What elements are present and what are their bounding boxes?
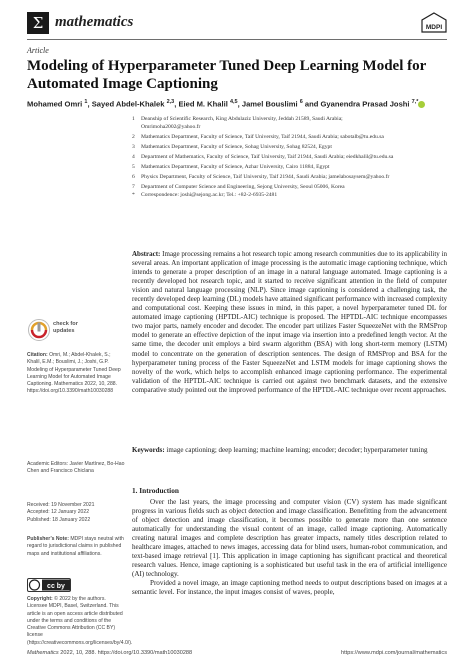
introduction-body — [132, 498, 447, 598]
editors-label: Academic Editors: — [27, 461, 69, 467]
copyright-label: Copyright: — [27, 596, 53, 602]
author-affil-sup: 7,* — [411, 99, 419, 105]
dates-block — [27, 502, 125, 524]
affiliation-email[interactable]: Omrimoha2002@yahoo.fr — [141, 123, 201, 130]
affiliation-item — [132, 134, 452, 142]
author-affil-sup: 2,3 — [166, 99, 175, 105]
accepted-label: Accepted: — [27, 509, 50, 516]
mdpi-logo-icon[interactable] — [421, 12, 447, 34]
affiliation-item — [132, 116, 452, 131]
affiliation-number: 1 — [132, 116, 135, 122]
footer-citation — [27, 650, 192, 656]
footer-ref[interactable]: 2022, 10, 288. https://doi.org/10.3390/math10030288 — [60, 650, 193, 656]
author-name[interactable]: Gyanendra Prasad Joshi — [320, 99, 410, 109]
keywords-label: Keywords: — [132, 446, 165, 454]
citation-label: Citation: — [27, 352, 48, 358]
mdpi-logo-text: MDPI — [425, 24, 443, 31]
body-paragraph: Provided a novel image, an image captioning method needs to output descriptions based on images at a semantic level. For instance, the input images consist of waves, people, — [132, 579, 447, 597]
affiliation-text: Department of Mathematics, Faculty of Science, Taif University, Taif 21944, Saudi Arabia; eiedkhalil@tu.edu.sa — [141, 153, 394, 160]
journal-logo: Σ — [27, 12, 49, 34]
publisher-note — [27, 536, 125, 558]
affiliation-number: * — [132, 191, 135, 198]
article-type: Article — [27, 46, 49, 55]
citation-text[interactable]: Omri, M.; Abdel-Khalek, S.; Khalil, E.M.; Bouslimi, J.; Joshi, G.P. Modeling of Hyperparameter Tuned Deep Learning Model for Automated Image Captioning. Mathematics 2022, 10, 288. https://doi.org/10.3390/math10030288 — [27, 352, 121, 395]
affiliation-number: 7 — [132, 184, 135, 191]
editors-text: Javier Martínez, Bo-Hao Chen and Francisco Chiclana — [27, 461, 125, 475]
correspondence — [132, 192, 452, 200]
affiliation-item — [132, 184, 452, 192]
received-value: 19 November 2021 — [51, 502, 95, 508]
cc-by-license-icon[interactable] — [27, 578, 71, 592]
check-for-updates-icon[interactable] — [27, 318, 51, 342]
published-value: 18 January 2022 — [52, 516, 91, 523]
cc-by-label: cc by — [47, 583, 65, 590]
journal-name[interactable]: mathematics — [55, 14, 134, 30]
affiliation-item — [132, 164, 452, 172]
affiliation-number: 6 — [132, 174, 135, 181]
footer-url[interactable]: https://www.mdpi.com/journal/mathematics — [340, 650, 447, 656]
accepted-value: 12 January 2022 — [51, 509, 90, 516]
keywords-text: image captioning; deep learning; machine learning; encoder; decoder; hyperparameter tuning — [166, 446, 428, 454]
affiliation-text: Physics Department, Faculty of Science, Taif University, Taif 21944, Saudi Arabia; jamelabosaysem@yahoo.fr — [141, 174, 390, 181]
footer-journal: Mathematics — [27, 650, 59, 656]
header-divider — [27, 39, 447, 40]
received-date — [27, 502, 125, 509]
publisher-note-text: MDPI stays neutral with regard to jurisdictional claims in published maps and institutional affiliations. — [27, 536, 124, 557]
publisher-note-label: Publisher’s Note: — [27, 536, 69, 542]
affiliation-text: Mathematics Department, Faculty of Science, Sohag University, Sohag 82524, Egypt — [141, 143, 332, 150]
correspondence-text[interactable]: Correspondence: joshi@sejong.ac.kr; Tel.: +82-2-6935-2481 — [141, 191, 278, 198]
author-list: Mohamed Omri $^1$, Sayed Abdel-Khalek $^{2,3}$, Eied M. Khalil $^{4,5}$, Jamel Bouslimi $^6$ and Gyanendra Prasad Joshi $^{7,*}$ — [27, 99, 457, 109]
copyright-text[interactable]: © 2022 by the authors. Licensee MDPI, Basel, Switzerland. This article is an open access article distributed under the terms and conditions of the Creative Commons Attribution (CC BY) license (https://creativecommons.org/licenses/by/4.0/). — [27, 596, 133, 646]
accepted-date — [27, 509, 125, 516]
keywords — [132, 446, 447, 454]
affiliation-item — [132, 154, 452, 162]
section-heading-introduction: 1. Introduction — [132, 486, 179, 495]
affiliation-text: Mathematics Department, Faculty of Science, Taif University, Taif 21944, Saudi Arabia; sabotalb@tu.edu.sa — [141, 133, 384, 140]
affiliation-text: Mathematics Department, Faculty of Science, Azhar University, Cairo 11884, Egypt — [141, 163, 330, 170]
body-paragraph: Over the last years, the image processing and computer vision (CV) system has made significant progress in various fields such as object detection and image classification. Benefitting from the advancement of object detection and image classification, it becomes possible to generate more than one sentence automatically for understanding the visual content of an image, called image captioning. Automatically creating natural images and complete description has greater impacts, namely titles description related to healthcare images, attached to news images, accessing data for blind users, human-robot communication, and text-based image retrieval [1]. This application in image captioning has significant practical and theoretical research values. Hence, image captioning is a sophisticated but useful task in the era of artificial intelligence (AI) technology. — [132, 498, 447, 579]
journal-header — [27, 10, 447, 36]
affiliation-number: 5 — [132, 163, 135, 170]
paper-title: Modeling of Hyperparameter Tuned Deep Learning Model for Automated Image Captioning — [27, 58, 427, 92]
author-name[interactable]: Mohamed Omri — [27, 99, 83, 109]
check-label-line-2: updates — [53, 327, 75, 334]
check-label-line-1: check for — [53, 321, 78, 327]
received-label: Received: — [27, 502, 50, 508]
author-name[interactable]: Eied M. Khalil — [178, 99, 228, 109]
abstract-label: Abstract: — [132, 250, 161, 258]
affiliation-number: 2 — [132, 133, 135, 140]
affiliations — [132, 116, 452, 199]
author-affil-sup: 1 — [84, 99, 88, 105]
editors-block — [27, 461, 125, 476]
abstract-text: Image processing remains a hot research topic among research communities due to its applicability in several areas. An important application of image processing is the automatic image captioning technique, which intends to generate a proper description of an image in a natural language automated. Image captioning is a recently developed hot research topic, and it started to receive significant attention in the field of computer vision and natural language processing (NLP). Since image captioning is considered a challenging task, the recently developed deep learning (DL) models have attained significant performance with increased complexity and computational cost. Keeping these issues in mind, in this paper, a novel hyperparameter tuned DL for automated image captioning (HPTDL-AIC) technique is proposed. The HPTDL-AIC technique encompasses two major parts, namely encoder and decoder. The encoder part utilizes Faster SqueezeNet with the RMSProp model to generate an effective depiction of the input image via insertion into a predefined length vector. At the same time, the decoder unit employs a bird swarm algorithm (BSA) with long short-term memory (LSTM) model to concentrate on the generation of description sentences. The design of RMSProp and BSA for the hyperparameter tuning process of the Faster SqueezeNet and LSTM models for image captioning shows the novelty of the work, which helps to accomplish enhanced image captioning performance. The experimental validation of the HPTDL-AIC technique is carried out against two benchmark datasets, and the extensive comparative study pointed out the improved performance of the HPTDL-AIC technique over recent approaches. — [132, 250, 448, 394]
citation-block — [27, 352, 125, 396]
published-date — [27, 517, 125, 524]
check-for-updates-label[interactable] — [53, 321, 78, 334]
author-affil-sup: 6 — [299, 99, 303, 105]
copyright-block — [27, 596, 133, 647]
author-name[interactable]: Sayed Abdel-Khalek — [91, 99, 165, 109]
author-affil-sup: 4,5 — [229, 99, 238, 105]
published-label: Published: — [27, 516, 51, 523]
affiliation-item — [132, 144, 452, 152]
abstract — [132, 250, 447, 395]
orcid-icon[interactable] — [418, 101, 425, 108]
affiliation-number: 3 — [132, 143, 135, 150]
affiliation-text: Department of Computer Science and Engineering, Sejong University, Seoul 05006, Korea — [141, 184, 345, 191]
affiliation-number: 4 — [132, 153, 135, 160]
author-name[interactable]: Jamel Bouslimi — [241, 99, 298, 109]
affiliation-item — [132, 174, 452, 182]
affiliation-text: Deanship of Scientific Research, King Abdulaziz University, Jeddah 21589, Saudi Arabia; — [141, 116, 343, 122]
